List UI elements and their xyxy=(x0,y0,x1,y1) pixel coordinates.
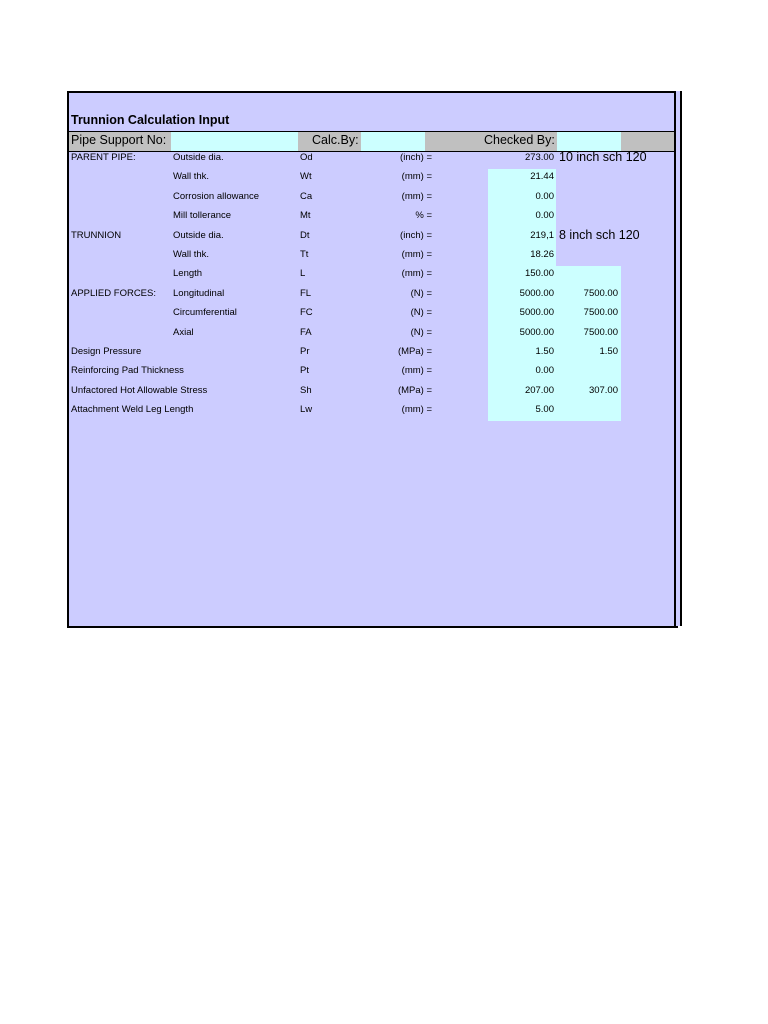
checked-by-label: Checked By: xyxy=(484,133,555,147)
row-unit: (mm) = xyxy=(401,190,432,202)
row-param-label: Outside dia. xyxy=(173,229,224,241)
row-group-label: Attachment Weld Leg Length xyxy=(71,404,194,416)
row-unit: (N) = xyxy=(410,287,432,299)
row-value2[interactable]: 7500.00 xyxy=(583,326,618,338)
row-symbol: Mt xyxy=(300,210,311,222)
row-value[interactable]: 5.00 xyxy=(535,404,554,416)
row-group-label: Design Pressure xyxy=(71,346,142,357)
row-value[interactable]: 5000.00 xyxy=(519,326,554,338)
row-unit: (N) = xyxy=(410,307,432,319)
row-param-label: Wall thk. xyxy=(173,171,210,183)
row-unit: (mm) = xyxy=(401,249,432,260)
row-unit: (mm) = xyxy=(401,171,432,183)
row-group-label: TRUNNION xyxy=(71,229,122,241)
row-param-label: Axial xyxy=(173,326,194,338)
row-value[interactable]: 150.00 xyxy=(524,268,554,280)
row-unit: (mm) = xyxy=(401,268,432,280)
row-value[interactable]: 0.00 xyxy=(535,190,554,202)
row-value[interactable]: 273.00 xyxy=(524,152,554,163)
row-value2[interactable]: 1.50 xyxy=(599,346,618,357)
row-symbol: Pr xyxy=(300,346,310,357)
row-symbol: L xyxy=(300,268,306,280)
calc-by-input[interactable] xyxy=(361,132,425,151)
row-unit: (MPa) = xyxy=(397,346,432,357)
row-unit: (N) = xyxy=(410,326,432,338)
row-value[interactable]: 1.50 xyxy=(535,346,554,357)
trunnion-calculation-sheet xyxy=(67,91,678,628)
row-param-label: Longitudinal xyxy=(173,287,225,299)
row-param-label: Circumferential xyxy=(173,307,237,319)
row-symbol: Tt xyxy=(300,249,309,260)
header-row xyxy=(69,131,678,152)
row-symbol: Dt xyxy=(300,229,310,241)
row-unit: % = xyxy=(415,210,432,222)
pipe-support-input[interactable] xyxy=(171,132,298,151)
row-param-label: Wall thk. xyxy=(173,249,210,260)
row-symbol: FC xyxy=(300,307,313,319)
row-symbol: FA xyxy=(300,326,312,338)
row-value[interactable]: 5000.00 xyxy=(519,287,554,299)
row-value[interactable]: 5000.00 xyxy=(519,307,554,319)
row-symbol: Wt xyxy=(300,171,312,183)
row-param-label: Length xyxy=(173,268,203,280)
calc-by-label: Calc.By: xyxy=(312,133,359,147)
row-value[interactable]: 0.00 xyxy=(535,210,554,222)
row-unit: (inch) = xyxy=(400,229,432,241)
row-unit: (inch) = xyxy=(400,152,432,163)
row-value2[interactable]: 7500.00 xyxy=(583,307,618,319)
row-symbol: Sh xyxy=(300,384,312,396)
row-param-label: Outside dia. xyxy=(173,152,224,163)
row-value[interactable]: 219,1 xyxy=(530,229,554,241)
pipe-support-label: Pipe Support No: xyxy=(71,133,167,147)
row-group-label: APPLIED FORCES: xyxy=(71,287,156,299)
sheet-title: Trunnion Calculation Input xyxy=(71,113,230,127)
row-symbol: Pt xyxy=(300,365,309,377)
row-symbol: Od xyxy=(300,152,313,163)
row-unit: (MPa) = xyxy=(397,384,432,396)
row-symbol: Ca xyxy=(300,190,313,202)
row-unit: (mm) = xyxy=(401,365,432,377)
row-group-label: PARENT PIPE: xyxy=(71,152,136,163)
row-note: 8 inch sch 120 xyxy=(559,227,640,242)
row-symbol: FL xyxy=(300,287,312,299)
row-group-label: Reinforcing Pad Thickness xyxy=(71,365,184,377)
row-symbol: Lw xyxy=(300,404,313,416)
row-param-label: Corrosion allowance xyxy=(173,190,260,202)
checked-by-input[interactable] xyxy=(557,132,621,151)
row-param-label: Mill tollerance xyxy=(173,210,232,222)
row-value2[interactable]: 307.00 xyxy=(588,384,618,396)
row-value[interactable]: 0.00 xyxy=(535,365,554,377)
sheet-right-border xyxy=(674,91,682,626)
row-value2[interactable]: 7500.00 xyxy=(583,287,618,299)
row-unit: (mm) = xyxy=(401,404,432,416)
row-value[interactable]: 18.26 xyxy=(530,249,554,260)
row-group-label: Unfactored Hot Allowable Stress xyxy=(71,384,208,396)
row-value[interactable]: 21.44 xyxy=(530,171,554,183)
row-note: 10 inch sch 120 xyxy=(559,150,647,164)
row-value[interactable]: 207.00 xyxy=(524,384,554,396)
